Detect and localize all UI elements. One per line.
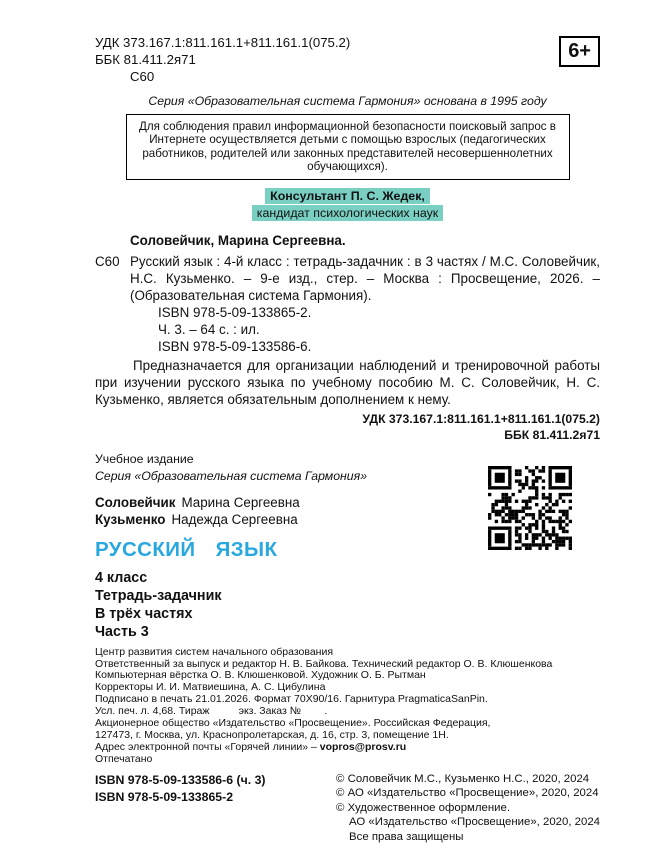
copyright-block [336, 772, 600, 844]
udk-line: УДК 373.167.1:811.161.1+811.161.1(075.2) [95, 35, 351, 50]
author-2-given-names: Надежда Сергеевна [171, 512, 298, 528]
imprint-block [95, 647, 600, 766]
bibliographic-record [95, 253, 600, 355]
hotline-email: vopros@prosv.ru [319, 740, 407, 753]
copyright-line: АО «Издательство «Просвещение», 2020, 2024 [349, 816, 600, 829]
copyright-line: © Соловейчик М.С., Кузьменко Н.С., 2020, 2024 [336, 772, 590, 785]
imprint-line: Компьютерная вёрстка О. В. Клюшенковой. Художник О. Б. Рытман [95, 669, 426, 682]
author-2-surname: Кузьменко [95, 512, 166, 528]
edition-title: РУССКИЙ ЯЗЫК [95, 537, 278, 561]
author-1-surname: Соловейчик [95, 494, 176, 510]
qr-code [488, 466, 572, 550]
copyright-line: © Художественное оформление. [336, 801, 511, 814]
hotline-label: Адрес электронной почты «Горячей линии» – [95, 740, 320, 753]
classification-codes [95, 34, 350, 85]
isbn-part-line: ISBN 978-5-09-133586-6. [158, 338, 312, 354]
part-number-line: Часть 3 [95, 623, 149, 640]
printed-line: Отпечатано [95, 752, 153, 765]
consultant-degree: кандидат психологических наук [252, 205, 443, 221]
footer-isbn-part: ISBN 978-5-09-133586-6 (ч. 3) [95, 772, 266, 787]
isbn-set-line: ISBN 978-5-09-133865-2. [158, 304, 312, 320]
consultant-block [95, 188, 600, 222]
top-codes-row [95, 34, 600, 85]
safety-notice-box: Для соблюдения правил информационной безопасности поисковый запрос в Интернете осуществляется детьми с помощью взрослых (педагогических работников, родителей или законных представителей несовершеннолетних обучающихся). [126, 114, 570, 180]
imprint-line: Ответственный за выпуск и редактор Н. В. Байкова. Технический редактор О. В. Клюшенкова [95, 657, 553, 670]
copyright-line: Все права защищены [349, 830, 464, 843]
bibliographic-description: Русский язык : 4-й класс : тетрадь-задачник : в 3 частях / М.С. Соловейчик, Н.С. Кузьменко. – 9-е изд., стер. – Москва : Просвещение, 2026. – (Образовательная система Гармония). [130, 253, 600, 303]
workbook-line: Тетрадь-задачник [95, 587, 222, 604]
catalog-code: С60 [95, 253, 120, 269]
imprint-line: Центр развития систем начального образования [95, 645, 334, 658]
part-volume-line: Ч. 3. – 64 с. : ил. [158, 321, 260, 337]
annotation-paragraph: Предназначается для организации наблюдений и тренировочной работы при изучении русского языка по учебному пособию М. С. Соловейчик, Н. С. Кузьменко, является обязательным дополнением к нему. [95, 357, 600, 407]
grade-line: 4 класс [95, 569, 148, 586]
edition-subtitle [95, 569, 600, 641]
edition-block [95, 452, 600, 641]
imprint-line: 127473, г. Москва, ул. Краснопролетарская, д. 16, стр. 3, помещение 1Н. [95, 728, 449, 741]
catalog-author-heading: Соловейчик, Марина Сергеевна. [130, 232, 346, 248]
edition-type: Учебное издание [95, 451, 194, 466]
consultant-name: Консультант П. С. Жедек, [265, 188, 430, 204]
imprint-line: Подписано в печать 21.01.2026. Формат 70Х90/16. Гарнитура PragmaticaSanPin. [95, 693, 488, 706]
copyright-line: © АО «Издательство «Просвещение», 2020, 2024 [336, 787, 599, 800]
author-1-given-names: Марина Сергеевна [181, 494, 300, 510]
footer-isbn-block [95, 772, 266, 807]
imprint-line: Усл. печ. л. 4,68. Тираж экз. Заказ № . [95, 705, 328, 718]
hotline-line [95, 742, 600, 754]
imprint-line: Акционерное общество «Издательство «Просвещение». Российская Федерация, [95, 717, 491, 730]
edition-series: Серия «Образовательная система Гармония» [95, 468, 368, 483]
imprint-line: Корректоры И. И. Матвиешина, А. С. Цибулина [95, 681, 326, 694]
footer-block [95, 772, 600, 844]
udk-right-line: УДК 373.167.1:811.161.1+811.161.1(075.2) [362, 411, 600, 426]
series-founded-note: Серия «Образовательная система Гармония» основана в 1995 году [148, 94, 547, 108]
bbk-line: ББК 81.411.2я71 [95, 52, 196, 67]
parts-line: В трёх частях [95, 605, 193, 622]
age-rating-badge: 6+ [559, 36, 600, 67]
bbk-right-line: ББК 81.411.2я71 [504, 428, 600, 443]
book-code: С60 [130, 69, 155, 84]
classification-codes-right [95, 411, 600, 444]
footer-isbn-set: ISBN 978-5-09-133865-2 [95, 790, 234, 805]
